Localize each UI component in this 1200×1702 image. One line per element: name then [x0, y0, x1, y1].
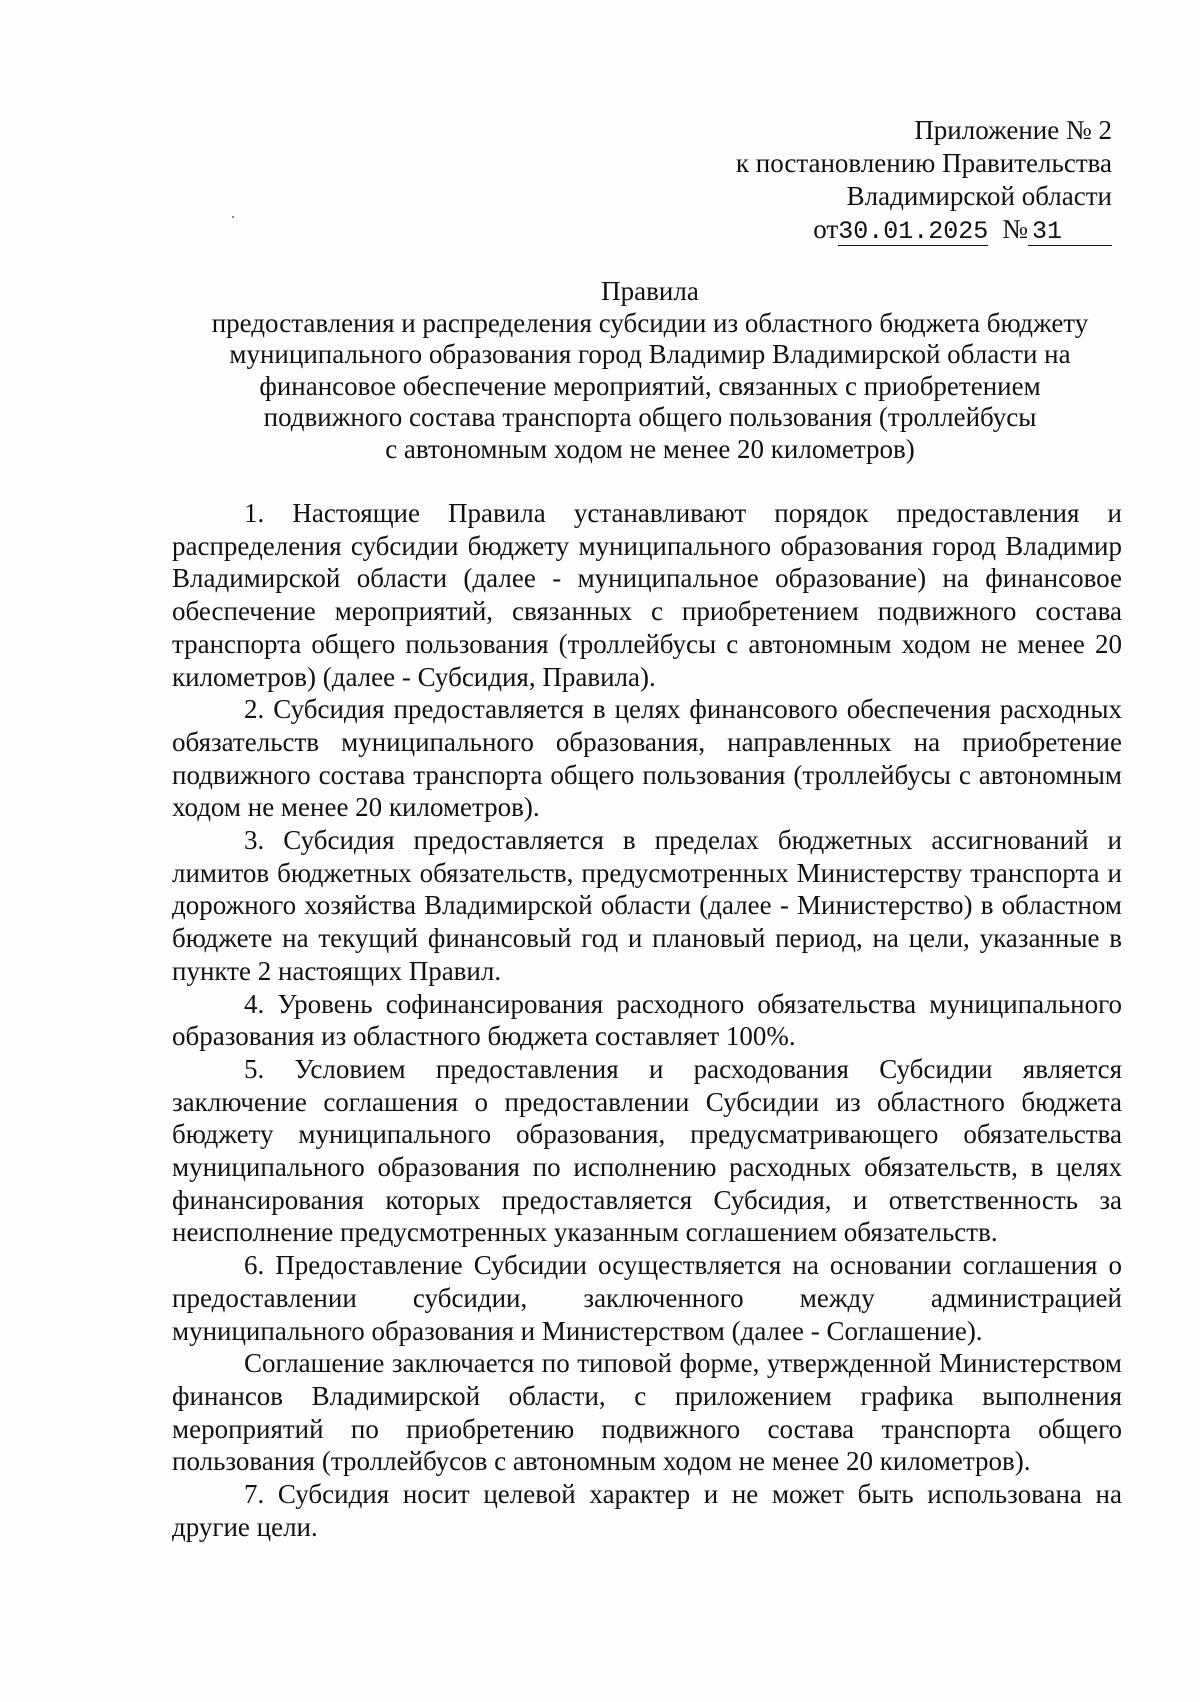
paragraph-3: 3. Субсидия предоставляется в пределах бюджетных ассигнований и лимитов бюджетных обязательств, предусмотренных Министерству транспорта и дорожного хозяйства Владимирской области (далее - Министерство) в областном бюджете на текущий финансовый год и плановый период, на цели, указанные в пункте 2 настоящих Правил.	[172, 825, 1122, 986]
attachment-date-line	[736, 213, 1112, 246]
title-line-3: финансовое обеспечение мероприятий, связанных с приобретением	[259, 370, 1041, 401]
title-heading: Правила	[601, 276, 699, 306]
paragraph-6-continuation: Соглашение заключается по типовой форме, утвержденной Министерством финансов Владимирской области, с приложением графика выполнения мероприятий по приобретению подвижного состава транспорта общего пользования (троллейбусов с автономным ходом не менее 20 километров).	[172, 1348, 1122, 1477]
paragraph-4: 4. Уровень софинансирования расходного обязательства муниципального образования из областного бюджета составляет 100%.	[172, 988, 1122, 1052]
title-line-4: подвижного состава транспорта общего пользования (троллейбусы	[263, 402, 1037, 432]
title-line-1: предоставления и распределения субсидии из областного бюджета бюджету	[211, 307, 1089, 338]
attachment-line-3: Владимирской области	[846, 181, 1112, 211]
paragraph-7: 7. Субсидия носит целевой характер и не может быть использована на другие цели.	[172, 1479, 1122, 1542]
document-date: 30.01.2025	[838, 217, 989, 246]
document-number: 31	[1028, 219, 1112, 246]
paragraph-2: 2. Субсидия предоставляется в целях финансового обеспечения расходных обязательств муниципального образования, направленных на приобретение подвижного состава транспорта общего пользования (троллейбусы с автономным ходом не менее 20 километров).	[172, 694, 1122, 823]
attachment-line-1: Приложение № 2	[914, 115, 1112, 145]
attachment-header	[736, 114, 1112, 246]
paragraph-5: 5. Условием предоставления и расходования Субсидии является заключение соглашения о предоставлении Субсидии из областного бюджета бюджету муниципального образования, предусматривающего обязательства муниципального образования по исполнению расходных обязательств, в целях финансирования которых предоставляется Субсидия, и ответственность за неисполнение предусмотренных указанным соглашением обязательств.	[172, 1053, 1122, 1248]
title-line-5: с автономным ходом не менее 20 километров)	[385, 433, 915, 464]
number-prefix: №	[1002, 214, 1028, 244]
attachment-line-2: к постановлению Правительства	[735, 148, 1112, 178]
paragraph-6: 6. Предоставление Субсидии осуществляется на основании соглашения о предоставлении субсидии, заключенного между администрацией муниципального образования и Министерством (далее - Соглашение).	[172, 1250, 1122, 1346]
document-title	[160, 276, 1140, 465]
paragraph-1: 1. Настоящие Правила устанавливают порядок предоставления и распределения субсидии бюджету муниципального образования город Владимир Владимирской области (далее - муниципальное образование) на финансовое обеспечение мероприятий, связанных с приобретением подвижного состава транспорта общего пользования (троллейбусы с автономным ходом не менее 20 километров) (далее - Субсидия, Правила).	[172, 498, 1122, 692]
title-line-2: муниципального образования город Владимир Владимирской области на	[229, 339, 1071, 369]
date-prefix: от	[813, 214, 839, 244]
document-body	[172, 497, 1122, 1544]
scan-speck	[232, 216, 234, 218]
